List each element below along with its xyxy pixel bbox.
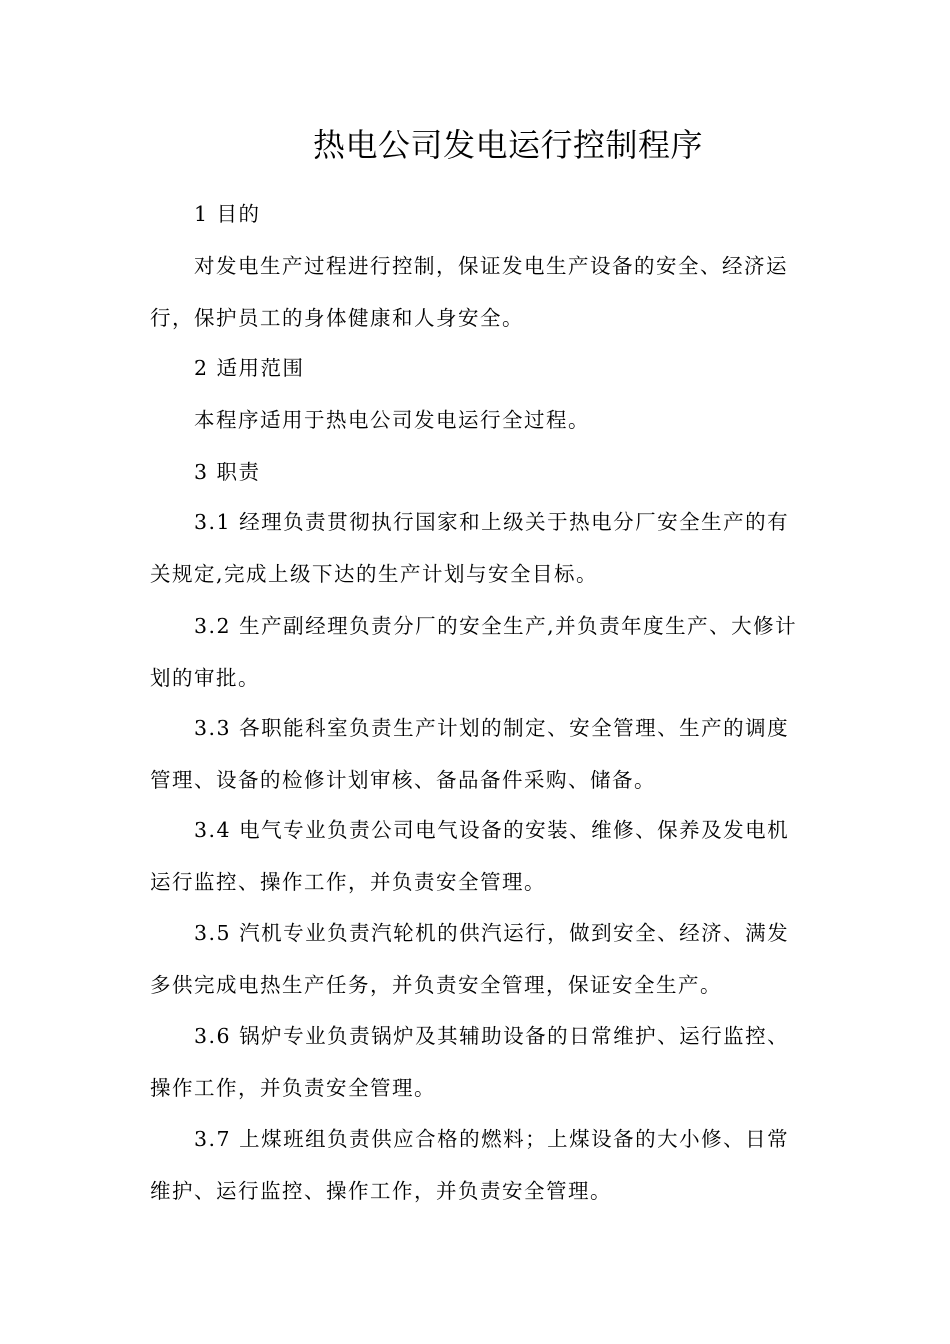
paragraph-line: 1 目的 <box>194 202 261 226</box>
paragraph-purpose <box>150 240 800 344</box>
paragraph-line: 划的审批。 <box>150 666 260 690</box>
paragraph-3-4 <box>150 804 800 908</box>
paragraph-3-5 <box>150 907 800 1011</box>
paragraph-line: 运行监控、操作工作，并负责安全管理。 <box>150 870 546 894</box>
paragraph-3-1 <box>150 496 800 600</box>
paragraph-line: 3.2 生产副经理负责分厂的安全生产,并负责年度生产、大修计 <box>194 614 798 638</box>
paragraph-line: 3.7 上煤班组负责供应合格的燃料；上煤设备的大小修、日常 <box>194 1127 790 1151</box>
paragraph-3-3 <box>150 702 800 806</box>
paragraph-line: 行，保护员工的身体健康和人身安全。 <box>150 306 524 330</box>
paragraph-line: 本程序适用于热电公司发电运行全过程。 <box>194 408 590 432</box>
paragraph-line: 对发电生产过程进行控制，保证发电生产设备的安全、经济运 <box>194 254 788 278</box>
document-title: 热电公司发电运行控制程序 <box>312 126 703 164</box>
paragraph-scope <box>150 394 800 446</box>
paragraph-3-6 <box>150 1010 800 1114</box>
paragraph-line: 3.3 各职能科室负责生产计划的制定、安全管理、生产的调度 <box>194 716 790 740</box>
paragraph-line: 3.4 电气专业负责公司电气设备的安装、维修、保养及发电机 <box>194 818 790 842</box>
section-heading-responsibilities <box>150 446 800 498</box>
paragraph-line: 3.6 锅炉专业负责锅炉及其辅助设备的日常维护、运行监控、 <box>194 1024 790 1048</box>
paragraph-line: 2 适用范围 <box>194 356 305 380</box>
section-heading-scope <box>150 342 800 394</box>
paragraph-line: 多供完成电热生产任务，并负责安全管理，保证安全生产。 <box>150 973 722 997</box>
paragraph-line: 维护、运行监控、操作工作，并负责安全管理。 <box>150 1179 612 1203</box>
paragraph-line: 操作工作，并负责安全管理。 <box>150 1076 436 1100</box>
paragraph-line: 3 职责 <box>194 460 261 484</box>
paragraph-line: 关规定,完成上级下达的生产计划与安全目标。 <box>150 562 599 586</box>
paragraph-line: 3.1 经理负责贯彻执行国家和上级关于热电分厂安全生产的有 <box>194 510 790 534</box>
paragraph-line: 3.5 汽机专业负责汽轮机的供汽运行，做到安全、经济、满发 <box>194 921 790 945</box>
section-heading-purpose <box>150 188 800 240</box>
paragraph-line: 管理、设备的检修计划审核、备品备件采购、储备。 <box>150 768 656 792</box>
paragraph-3-7 <box>150 1113 800 1217</box>
paragraph-3-2 <box>150 600 800 704</box>
